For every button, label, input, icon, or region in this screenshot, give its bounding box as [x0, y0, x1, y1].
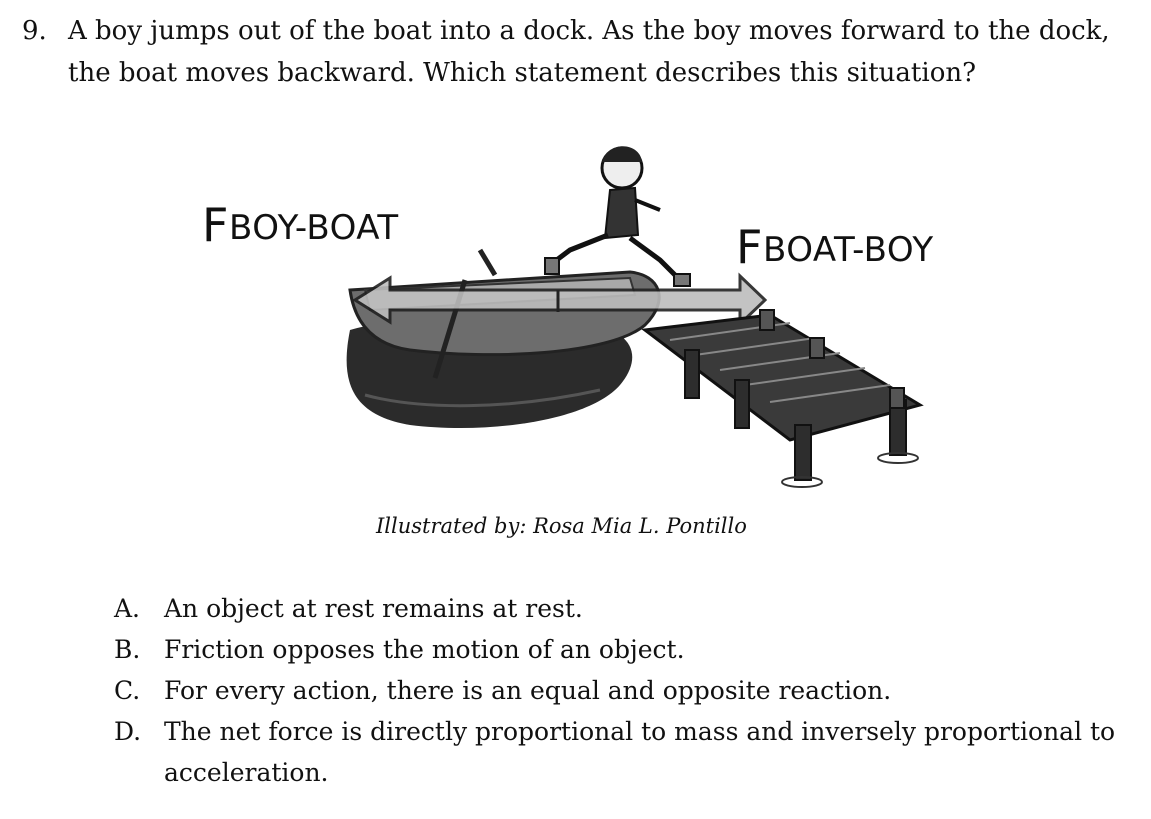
- dock: [645, 310, 920, 487]
- question: [22, 10, 1142, 94]
- option-d[interactable]: [114, 711, 1134, 793]
- option-letter: D.: [114, 717, 142, 746]
- option-a[interactable]: [114, 588, 1134, 629]
- option-letter: B.: [114, 635, 141, 664]
- option-letter: C.: [114, 676, 141, 705]
- option-text: An object at rest remains at rest.: [164, 594, 583, 623]
- option-text: The net force is directly proportional to mass and inversely proportional to acceleration.: [164, 717, 1116, 787]
- option-letter: A.: [114, 594, 141, 623]
- force-label-boy-boat: FBOY-BOAT: [202, 198, 399, 252]
- option-text: For every action, there is an equal and opposite reaction.: [164, 676, 892, 705]
- boy: [545, 146, 690, 286]
- option-b[interactable]: [114, 629, 1134, 670]
- question-text: A boy jumps out of the boat into a dock. As the boy moves forward to the dock, the boat moves backward. Which statement describes this situation?: [68, 16, 1110, 88]
- question-number: 9.: [22, 16, 47, 46]
- option-text: Friction opposes the motion of an object.: [164, 635, 685, 664]
- answer-options: [114, 588, 1134, 793]
- force-label-boat-boy: FBOAT-BOY: [736, 220, 934, 274]
- illustration-credit: Illustrated by: Rosa Mia L. Pontillo: [376, 514, 747, 538]
- boat-dock-illustration: [190, 140, 990, 510]
- option-c[interactable]: [114, 670, 1134, 711]
- illustration-drawing: [190, 140, 990, 510]
